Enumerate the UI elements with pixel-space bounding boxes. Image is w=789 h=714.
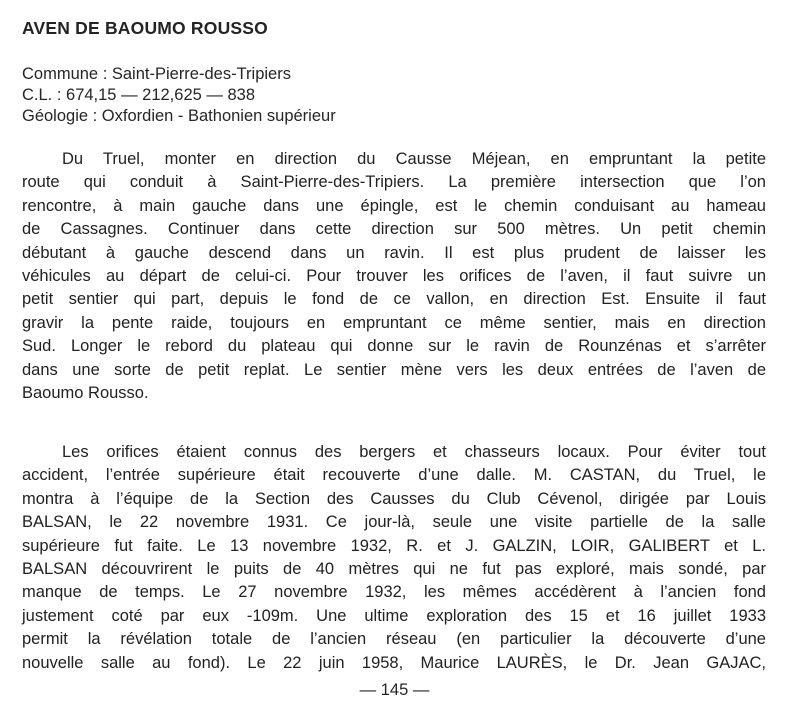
text-line: véhicules au départ de celui-ci. Pour trouver les orifices de l’aven, il faut suivre un	[22, 267, 766, 286]
access-paragraph	[22, 148, 766, 405]
text-line: BALSAN, le 22 novembre 1931. Ce jour-là, seule une visite partielle de la salle	[22, 513, 766, 532]
text-line: Les orifices étaient connus des bergers et chasseurs locaux. Pour éviter tout	[62, 443, 766, 461]
text-line: justement coté par eux -109m. Une ultime exploration des 15 et 16 juillet 1933	[22, 606, 766, 625]
text-line: montra à l’équipe de la Section des Causses du Club Cévenol, dirigée par Louis	[22, 489, 766, 508]
coordinates-line: C.L. : 674,15 — 212,625 — 838	[22, 86, 255, 104]
text-line: route qui conduit à Saint-Pierre-des-Tripiers. La première intersection que l’on	[22, 173, 766, 192]
text-line: Baoumo Rousso.	[22, 384, 149, 403]
text-line: de Cassagnes. Continuer dans cette direction sur 500 mètres. Un petit chemin	[22, 220, 766, 239]
text-line: supérieure fut faite. Le 13 novembre 1932, R. et J. GALZIN, LOIR, GALIBERT et L.	[22, 536, 766, 555]
text-line: manque de temps. Le 27 novembre 1932, les mêmes accédèrent à l’ancien fond	[22, 583, 766, 602]
text-line: Du Truel, monter en direction du Causse Méjean, en empruntant la petite	[62, 150, 766, 168]
text-line: BALSAN découvrirent le puits de 40 mètres qui ne fut pas exploré, mais sondé, par	[22, 560, 766, 579]
text-line: accident, l’entrée supérieure était recouverte d’une dalle. M. CASTAN, du Truel, le	[22, 466, 766, 485]
text-line: Sud. Longer le rebord du plateau qui donne sur le ravin de Rounzénas et s’arrêter	[22, 337, 766, 356]
text-line: gravir la pente raide, toujours en empruntant ce même sentier, mais en direction	[22, 313, 766, 332]
text-line: petit sentier qui part, depuis le fond de ce vallon, en direction Est. Ensuite il faut	[22, 290, 766, 309]
history-paragraph	[22, 441, 766, 675]
text-line: dans une sorte de petit replat. Le sentier mène vers les deux entrées de l’aven de	[22, 360, 766, 379]
commune-line: Commune : Saint-Pierre-des-Tripiers	[22, 65, 291, 83]
page-title: AVEN DE BAOUMO ROUSSO	[22, 18, 268, 38]
site-metadata	[22, 64, 336, 127]
text-line: nouvelle salle au fond). Le 22 juin 1958, Maurice LAURÈS, le Dr. Jean GAJAC,	[22, 653, 766, 672]
page-number: — 145 —	[359, 681, 430, 699]
geology-line: Géologie : Oxfordien - Bathonien supérieur	[22, 107, 336, 125]
text-line: débutant à gauche descend dans un ravin. Il est plus prudent de laisser les	[22, 243, 766, 262]
text-line: permit la révélation totale de l’ancien réseau (en particulier la découverte d’une	[22, 630, 766, 649]
text-line: rencontre, à main gauche dans une épingle, est le chemin conduisant au hameau	[22, 196, 766, 215]
